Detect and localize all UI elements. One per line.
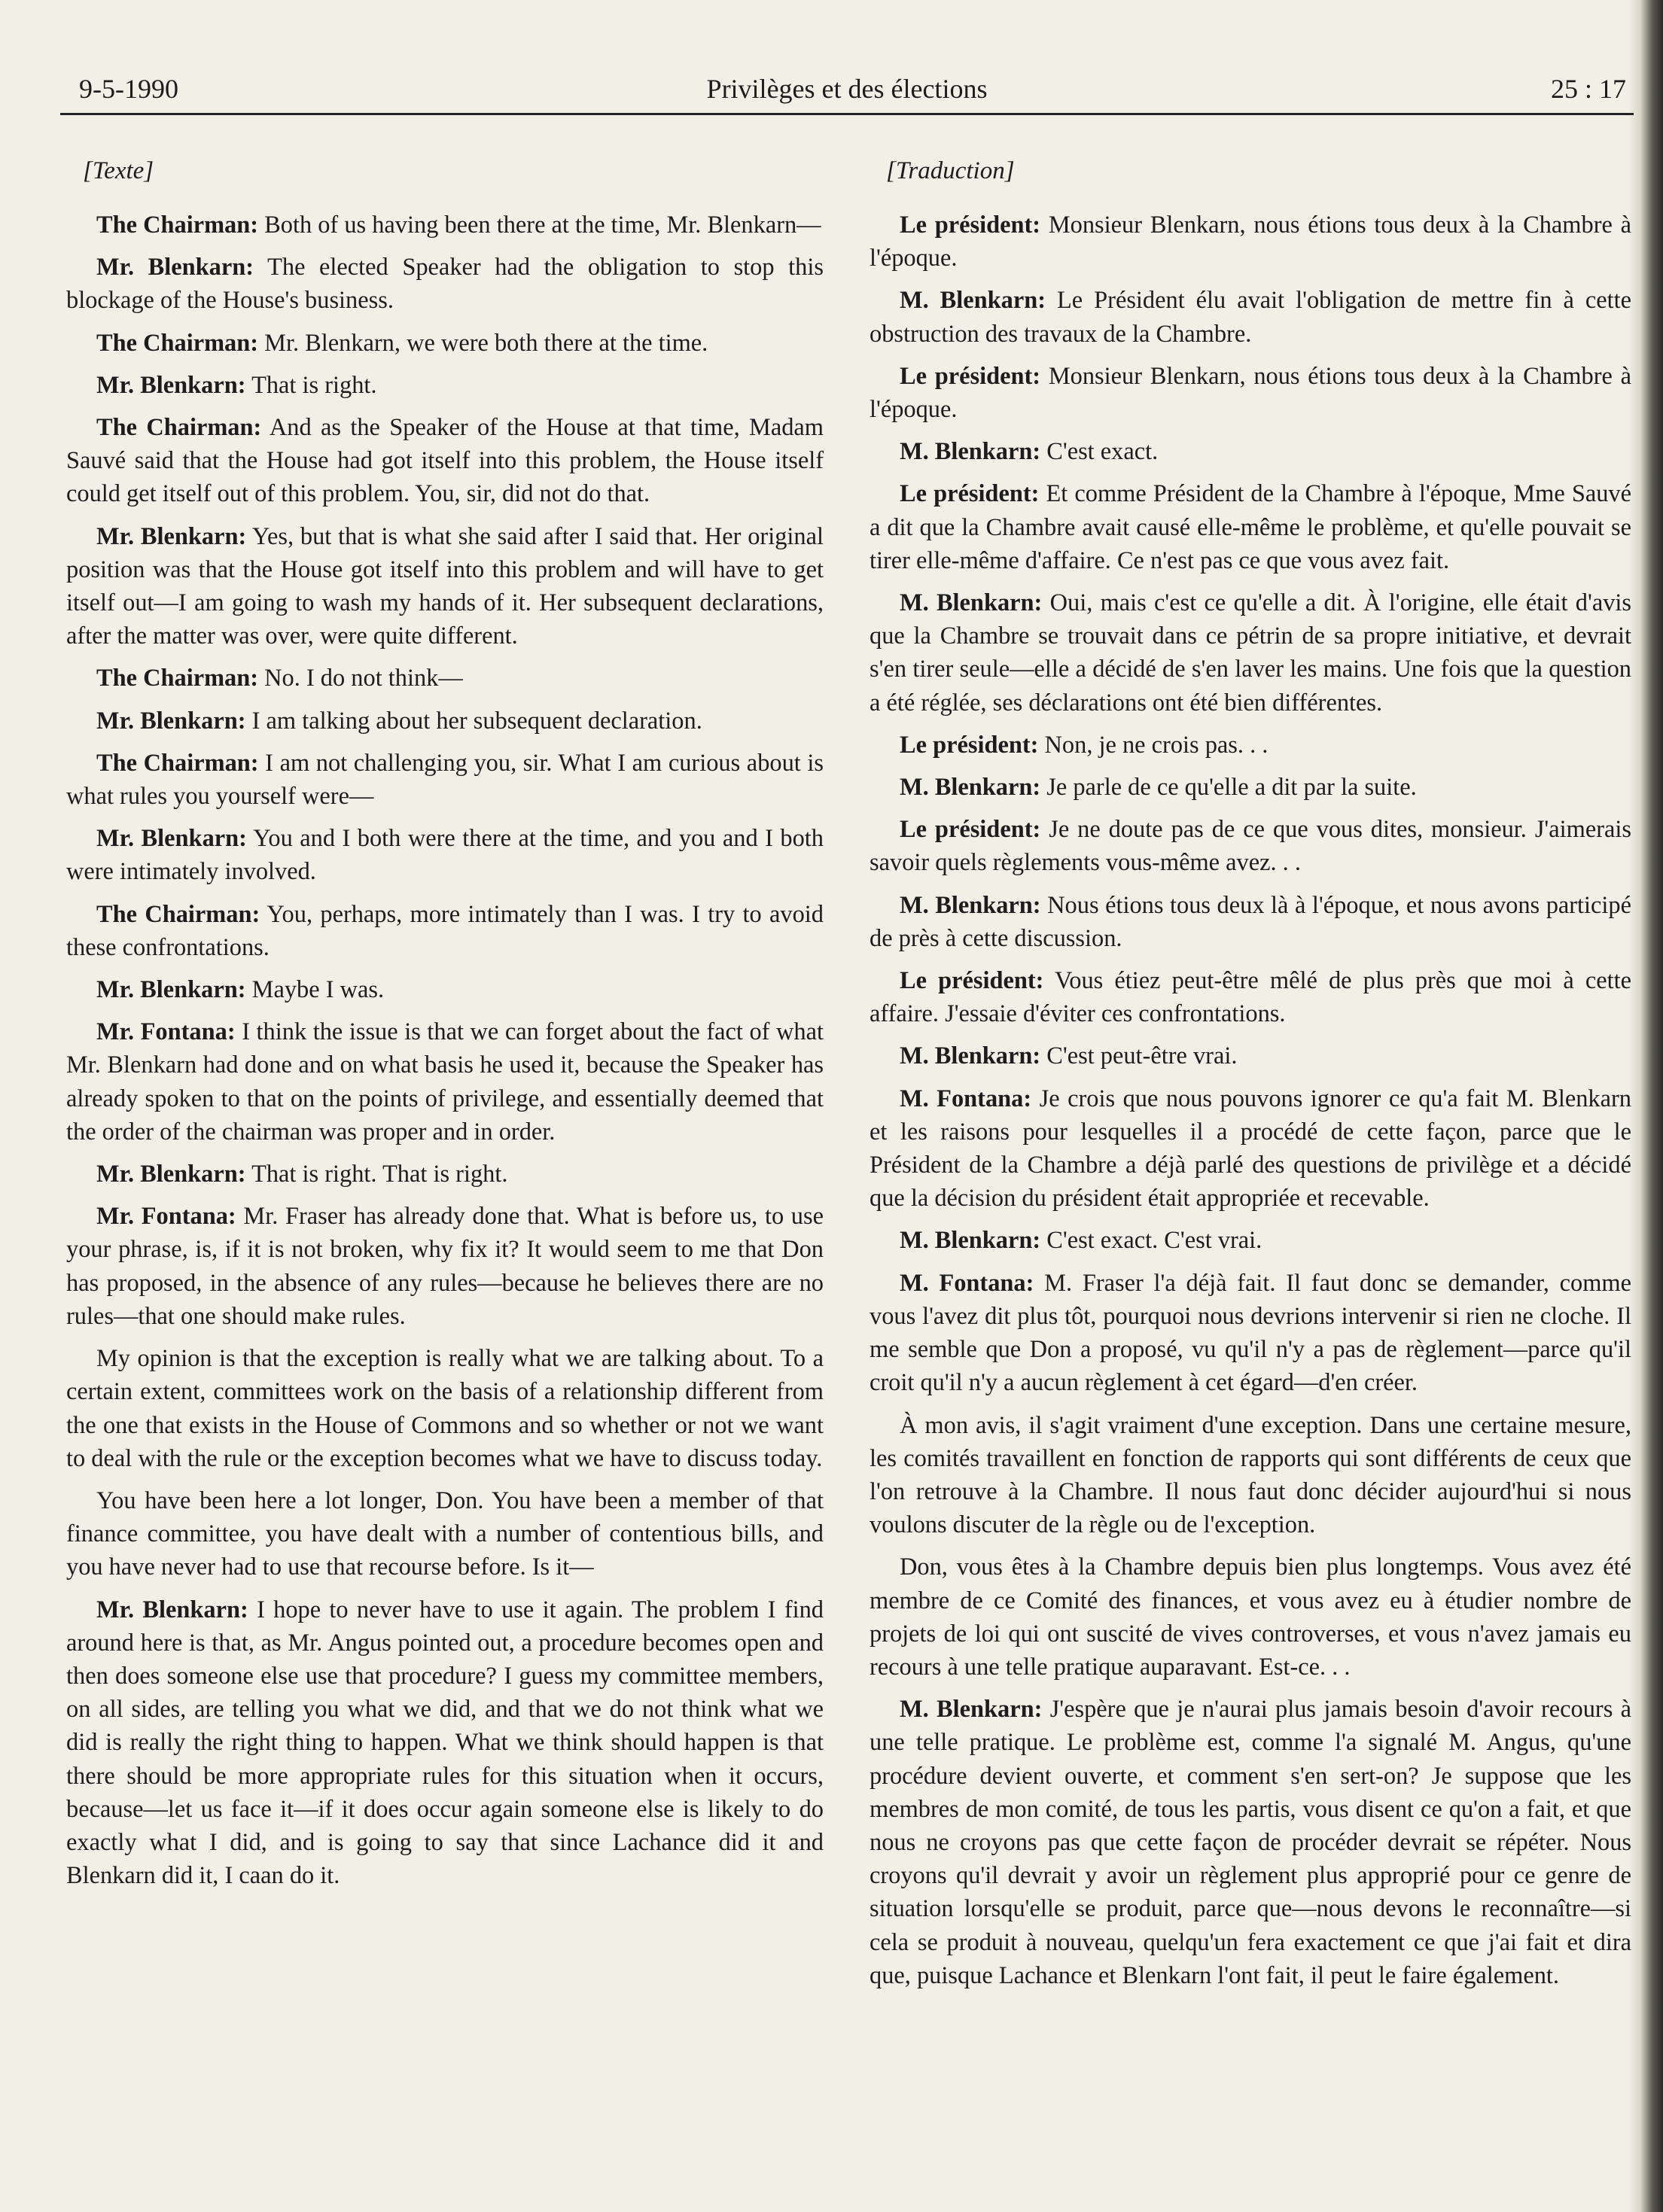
speech-text: Je ne doute pas de ce que vous dites, monsieur. J'aimerais savoir quels règlements vous-même avez. . . (870, 816, 1631, 877)
speaker-name: Le président: (900, 731, 1039, 759)
transcript-paragraph (66, 898, 824, 964)
speech-text: That is right. (245, 371, 377, 399)
speaker-name: M. Blenkarn: (900, 287, 1046, 315)
speech-text: I am talking about her subsequent declaration. (245, 707, 702, 735)
speech-text: Oui, mais c'est ce qu'elle a dit. À l'origine, elle était d'avis que la Chambre se trouvait dans ce pétrin de sa propre initiative, et devrait s'en tirer seule—elle a décidé de s'en laver les mains. Une fois que la question a été réglée, ses déclarations ont été bien différentes. (870, 589, 1631, 717)
english-column (66, 154, 824, 2186)
speech-text: Et comme Président de la Chambre à l'époque, Mme Sauvé a dit que la Chambre avait causé elle-même le problème, et qu'elle pouvait se tirer elle-même d'affaire. Ce n'est pas ce que vous avez fait. (870, 480, 1631, 574)
speech-text: Don, vous êtes à la Chambre depuis bien plus longtemps. Vous avez été membre de ce Comité des finances, et vous avez eu à étudier nombre de projets de loi qui ont suscité de vives controverses, et vous n'avez jamais eu recours à une telle pratique auparavant. Est-ce. . . (870, 1553, 1631, 1681)
speaker-name: Le président: (900, 816, 1041, 844)
transcript-paragraph (870, 1267, 1631, 1400)
transcript-paragraph (66, 1200, 824, 1333)
speaker-name: The Chairman: (96, 414, 262, 442)
speech-text: M. Fraser l'a déjà fait. Il faut donc se demander, comme vous l'avez dit plus tôt, pourquoi nous devrions intervenir si rien ne cloche. Il me semble que Don a proposé, vu qu'il n'y a pas de règlement—parce qu'il croit qu'il n'y a aucun règlement à cet égard—d'en créer. (870, 1269, 1631, 1397)
speech-text: My opinion is that the exception is really what we are talking about. To a certain extent, committees work on the basis of a relationship different from the one that exists in the House of Commons and so whether or not we want to deal with the rule or the exception becomes what we have to discuss today. (66, 1345, 824, 1472)
transcript-paragraph (870, 1550, 1631, 1684)
speech-text: I hope to never have to use it again. The problem I find around here is that, as Mr. Angus pointed out, a procedure becomes open and then does someone else use that procedure? I guess my committee members, on all sides, are telling you what we did, and that we do not think what we did is really the right thing to happen. What we think should happen is that there should be more appropriate rules for this situation when it occurs, because—let us face it—if it does occur again someone else is likely to do exactly what I did, and is going to say that since Lachance did it and Blenkarn did it, I caan do it. (66, 1596, 824, 1890)
transcript-paragraph (66, 369, 824, 402)
transcript-paragraph (66, 822, 824, 888)
speaker-name: M. Blenkarn: (900, 1696, 1043, 1724)
speech-text: Le Président élu avait l'obligation de mettre fin à cette obstruction des travaux de la Chambre. (870, 287, 1631, 348)
speaker-name: Mr. Blenkarn: (96, 1161, 246, 1188)
speaker-name: M. Fontana: (900, 1269, 1034, 1297)
transcript-paragraph (870, 586, 1631, 720)
speaker-name: The Chairman: (96, 211, 259, 239)
speech-text: Mr. Fraser has already done that. What is before us, to use your phrase, is, if it is not broken, why fix it? It would seem to me that Don has proposed, in the absence of any rules—because he believes there are no rules—that one should make rules. (66, 1203, 824, 1330)
speech-text: I am not challenging you, sir. What I am curious about is what rules you yourself were— (66, 749, 824, 811)
running-header (60, 66, 1634, 115)
speaker-name: Mr. Fontana: (96, 1018, 236, 1046)
french-column (870, 154, 1631, 2186)
transcript-paragraph (66, 973, 824, 1006)
speaker-name: The Chairman: (96, 900, 260, 928)
speech-text: You, perhaps, more intimately than I was. I try to avoid these confrontations. (66, 900, 824, 961)
transcript-paragraph (870, 729, 1631, 762)
speaker-name: Mr. Fontana: (96, 1203, 236, 1231)
transcript-paragraph (66, 251, 824, 317)
speech-text: That is right. That is right. (245, 1161, 508, 1188)
speech-text: J'espère que je n'aurai plus jamais besoin d'avoir recours à une telle pratique. Le problème est, comme l'a signalé M. Angus, qu'une procédure devient ouverte, et comment s'en sert-on? Je suppose que les membres de mon comité, de tous les partis, vous disent ce qu'on a fait, et que nous ne croyons pas que cette façon de procéder devrait se répéter. Nous croyons qu'il devrait y avoir un règlement plus approprié pour ce genre de situation lorsqu'elle se produit, parce que—nous devons le reconnaître—si cela se produit à nouveau, quelqu'un fera exactement ce que j'ai fait et dira que, puisque Lachance et Blenkarn l'ont fait, il peut le faire également. (870, 1696, 1631, 1989)
speech-text: You have been here a lot longer, Don. You have been a member of that finance committee, you have dealt with a number of contentious bills, and you have never had to use that recourse before. Is it— (66, 1486, 824, 1581)
transcript-paragraph (66, 411, 824, 511)
speech-text: Je parle de ce qu'elle a dit par la suite. (1040, 774, 1417, 802)
header-title: Privilèges et des élections (706, 74, 988, 104)
speaker-name: Mr. Blenkarn: (96, 1596, 248, 1623)
transcript-paragraph (870, 284, 1631, 350)
french-paragraphs (870, 208, 1631, 1992)
transcript-paragraph (870, 435, 1631, 468)
speech-text: C'est exact. C'est vrai. (1040, 1227, 1262, 1255)
transcript-paragraph (66, 208, 824, 242)
speech-text: Monsieur Blenkarn, nous étions tous deux à la Chambre à l'époque. (870, 211, 1631, 272)
speech-text: À mon avis, il s'agit vraiment d'une exception. Dans une certaine mesure, les comités travaillent en fonction de rapports qui sont différents de ceux que l'on retrouve à la Chambre. Il nous faut donc décider aujourd'hui si nous voulons discuter de la règle ou de l'exception. (870, 1411, 1631, 1539)
transcript-paragraph (870, 889, 1631, 955)
transcript-paragraph (66, 747, 824, 813)
transcript-paragraph (870, 1409, 1631, 1542)
transcript-paragraph (66, 1593, 824, 1893)
transcript-paragraph (870, 813, 1631, 879)
speech-text: I think the issue is that we can forget about the fact of what Mr. Blenkarn had done and on what basis he used it, because the Speaker has already spoken to that on the points of privilege, and essentially deemed that the order of the chairman was proper and in order. (66, 1018, 824, 1146)
speaker-name: M. Blenkarn: (900, 438, 1041, 466)
speaker-name: Mr. Blenkarn: (96, 825, 247, 853)
speaker-name: Mr. Blenkarn: (96, 976, 246, 1004)
speaker-name: Mr. Blenkarn: (96, 707, 246, 735)
speaker-name: Le président: (900, 211, 1041, 239)
speaker-name: M. Fontana: (900, 1085, 1032, 1112)
speech-text: Monsieur Blenkarn, nous étions tous deux à la Chambre à l'époque. (870, 362, 1631, 424)
speaker-name: Mr. Blenkarn: (96, 254, 254, 281)
speech-text: Maybe I was. (245, 976, 385, 1004)
speech-text: Yes, but that is what she said after I said that. Her original position was that the House got itself into this problem and will have to get itself out—I am going to wash my hands of it. Her subsequent declarations, after the matter was over, were quite different. (66, 522, 824, 650)
speaker-name: Le président: (900, 362, 1041, 390)
speaker-name: M. Blenkarn: (900, 589, 1043, 617)
speech-text: C'est peut-être vrai. (1040, 1042, 1238, 1070)
transcript-paragraph (870, 1693, 1631, 1992)
speech-text: Nous étions tous deux là à l'époque, et nous avons participé de près à cette discussion. (870, 891, 1631, 952)
speaker-name: The Chairman: (96, 749, 259, 777)
header-page-number: 25 : 17 (1550, 74, 1626, 104)
header-date: 9-5-1990 (79, 74, 178, 104)
speaker-name: Mr. Blenkarn: (96, 522, 247, 550)
transcript-paragraph (66, 520, 824, 653)
transcript-paragraph (66, 327, 824, 360)
speaker-name: M. Blenkarn: (900, 1227, 1041, 1255)
transcript-paragraph (66, 704, 824, 738)
column-label-texte: [Texte] (83, 157, 154, 184)
transcript-paragraph (870, 208, 1631, 275)
transcript-paragraph (870, 360, 1631, 426)
speaker-name: Le président: (900, 967, 1044, 995)
transcript-paragraph (870, 1224, 1631, 1257)
speech-text: You and I both were there at the time, and you and I both were intimately involved. (66, 825, 824, 886)
speech-text: Non, je ne crois pas. . . (1038, 731, 1269, 759)
transcript-paragraph (870, 964, 1631, 1030)
english-paragraphs (66, 208, 824, 1892)
transcript-paragraph (66, 1015, 824, 1149)
speech-text: C'est exact. (1040, 438, 1159, 466)
speaker-name: Mr. Blenkarn: (96, 371, 246, 399)
transcript-paragraph (870, 771, 1631, 804)
speaker-name: M. Blenkarn: (900, 1042, 1041, 1070)
column-label-traduction: [Traduction] (886, 157, 1015, 184)
speaker-name: The Chairman: (96, 665, 259, 692)
speaker-name: Le président: (900, 480, 1040, 508)
speech-text: Both of us having been there at the time, Mr. Blenkarn— (258, 211, 821, 239)
transcript-paragraph (870, 1082, 1631, 1216)
speech-text: No. I do not think— (258, 665, 463, 692)
page-edge-shadow (1628, 0, 1663, 2212)
transcript-paragraph (66, 1484, 824, 1584)
speech-text: Vous étiez peut-être mêlé de plus près que moi à cette affaire. J'essaie d'éviter ces confrontations. (870, 967, 1631, 1028)
transcript-paragraph (870, 1039, 1631, 1073)
transcript-paragraph (870, 477, 1631, 577)
speaker-name: M. Blenkarn: (900, 891, 1041, 919)
transcript-paragraph (66, 662, 824, 695)
speaker-name: M. Blenkarn: (900, 774, 1041, 802)
transcript-paragraph (66, 1342, 824, 1475)
speech-text: The elected Speaker had the obligation to stop this blockage of the House's business. (66, 254, 824, 315)
speech-text: Mr. Blenkarn, we were both there at the time. (258, 329, 708, 357)
transcript-paragraph (66, 1158, 824, 1191)
speaker-name: The Chairman: (96, 329, 259, 357)
speech-text: Je crois que nous pouvons ignorer ce qu'a fait M. Blenkarn et les raisons pour lesquelles il a procédé de cette façon, parce que le Président de la Chambre a déjà parlé des questions de privilège et a décidé que la décision du président était appropriée et recevable. (870, 1085, 1631, 1212)
speech-text: And as the Speaker of the House at that time, Madam Sauvé said that the House had got itself into this problem, the House itself could get itself out of this problem. You, sir, did not do that. (66, 414, 824, 508)
